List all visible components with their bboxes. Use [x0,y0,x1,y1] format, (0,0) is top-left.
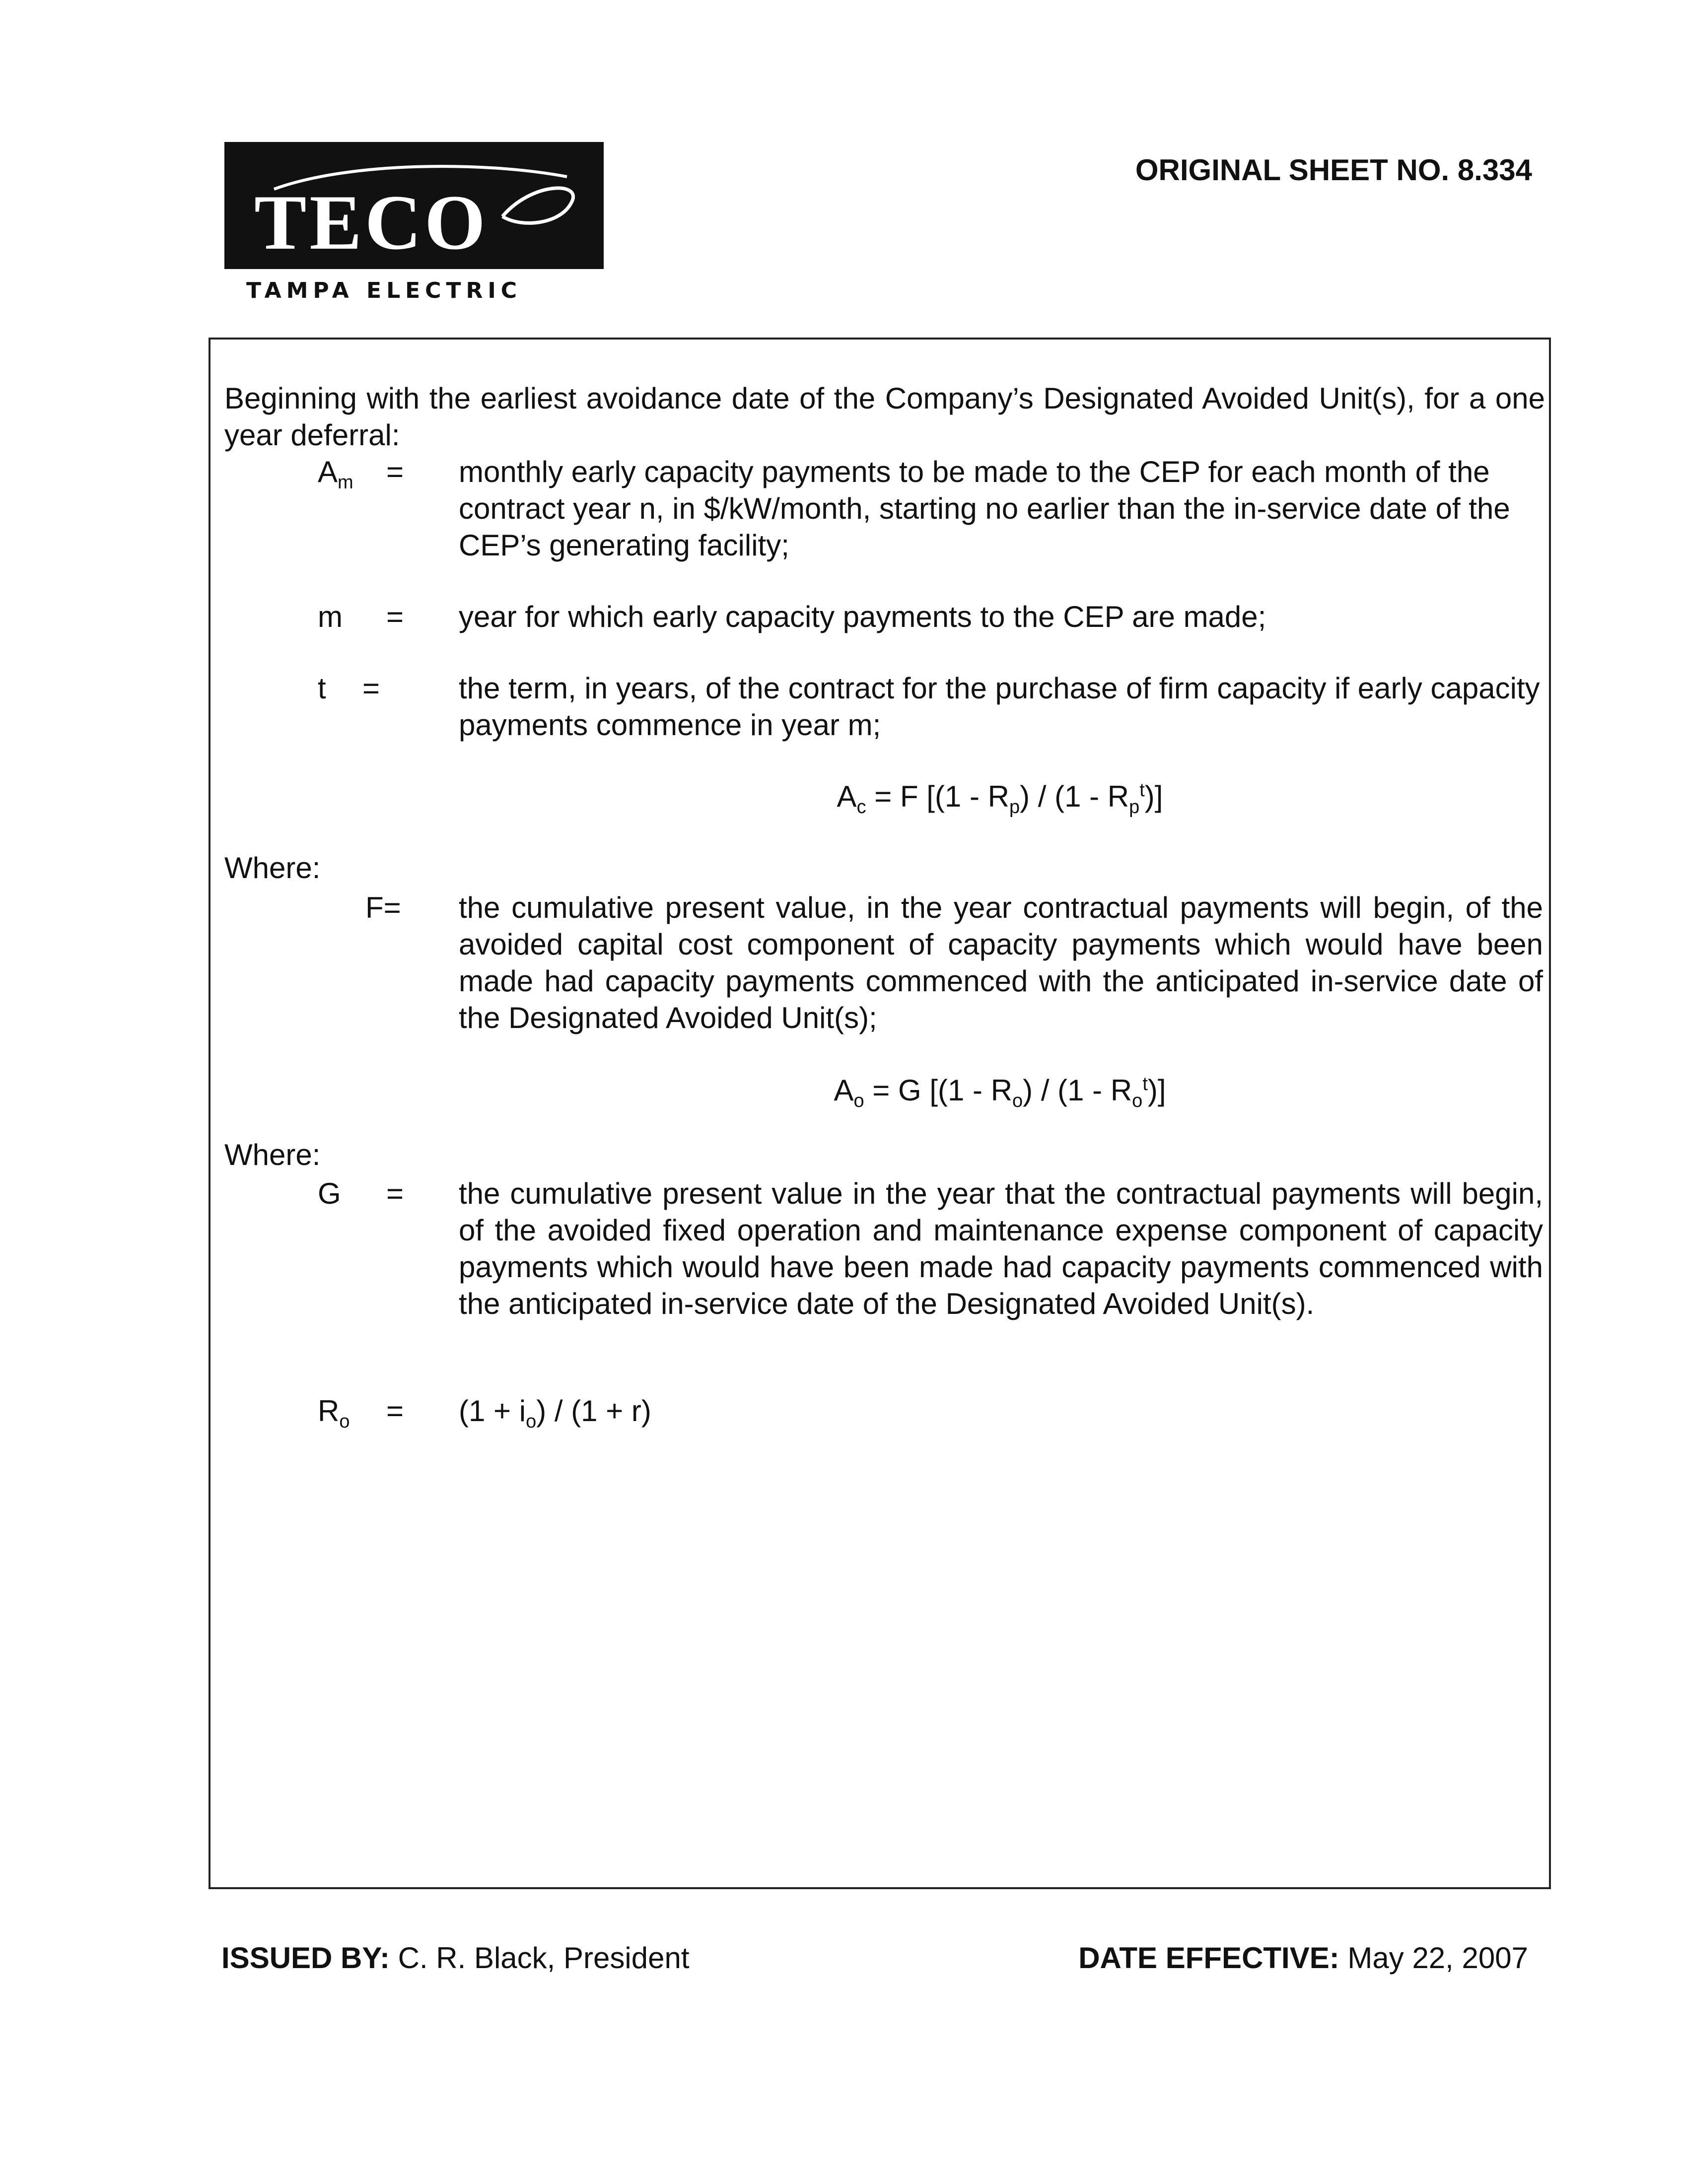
equals-sign: = [386,455,404,488]
where-label: Where: [224,1138,321,1171]
issued-value: C. R. Black, President [398,1941,690,1975]
date-value: May 22, 2007 [1347,1941,1528,1975]
term-ro: $R_o$ [318,1394,350,1432]
logo-subtitle: TAMPA ELECTRIC [246,278,522,303]
issued-label: ISSUED BY: [221,1941,390,1975]
date-label: DATE EFFECTIVE: [1078,1941,1339,1975]
def-t: the term, in years, of the contract for the purchase of firm capacity if early capacity payments commence in year m; [459,672,1540,742]
equals-sign: = [362,672,380,705]
sheet-number: ORIGINAL SHEET NO. 8.334 [1135,153,1532,187]
def-am: monthly early capacity payments to be made to the CEP for each month of the contract year n, in $/kW/month, starting no earlier than the in-service date of the CEP’s generating facility; [459,455,1510,562]
logo-wordmark: TECO [254,179,489,266]
teco-logo [224,142,604,269]
where-label: Where: [224,851,321,885]
term-t: t [318,672,326,705]
issued-by [221,1941,689,1975]
equals-sign: = [386,1394,404,1428]
def-ro: $(1 + i_o) / (1 + r)$ [459,1394,651,1432]
term-g: G [318,1177,341,1210]
equals-sign: = [386,600,404,633]
date-effective [1078,1941,1528,1975]
term-am: $A_m$ [318,455,353,493]
formula-ac: $A_c = F$ $[(1 - R_p) / (1 - R_p^t)]$ [837,780,1163,818]
formula-ao: $A_o = G$ $[(1 - R_o) / (1 - R_o^t)]$ [834,1074,1166,1111]
content-frame [209,338,1551,1889]
intro-paragraph: Beginning with the earliest avoidance date of the Company’s Designated Avoided Unit(s), for a one year deferral: [224,382,1545,452]
def-f: the cumulative present value, in the year contractual payments will begin, of the avoided capital cost component of capacity payments which would have been made had capacity payments commenced with the anticipated in-service date of the Designated Avoided Unit(s); [459,891,1543,1034]
term-m: m [318,600,343,633]
def-m: year for which early capacity payments to the CEP are made; [459,600,1266,633]
term-f: F= [365,891,401,924]
def-g: the cumulative present value in the year that the contractual payments will begin, of the avoided fixed operation and maintenance expense component of capacity payments which would have been made had capacity payments commenced with the anticipated in-service date of the Designated Avoided Unit(s). [459,1177,1543,1320]
equals-sign: = [386,1177,404,1210]
